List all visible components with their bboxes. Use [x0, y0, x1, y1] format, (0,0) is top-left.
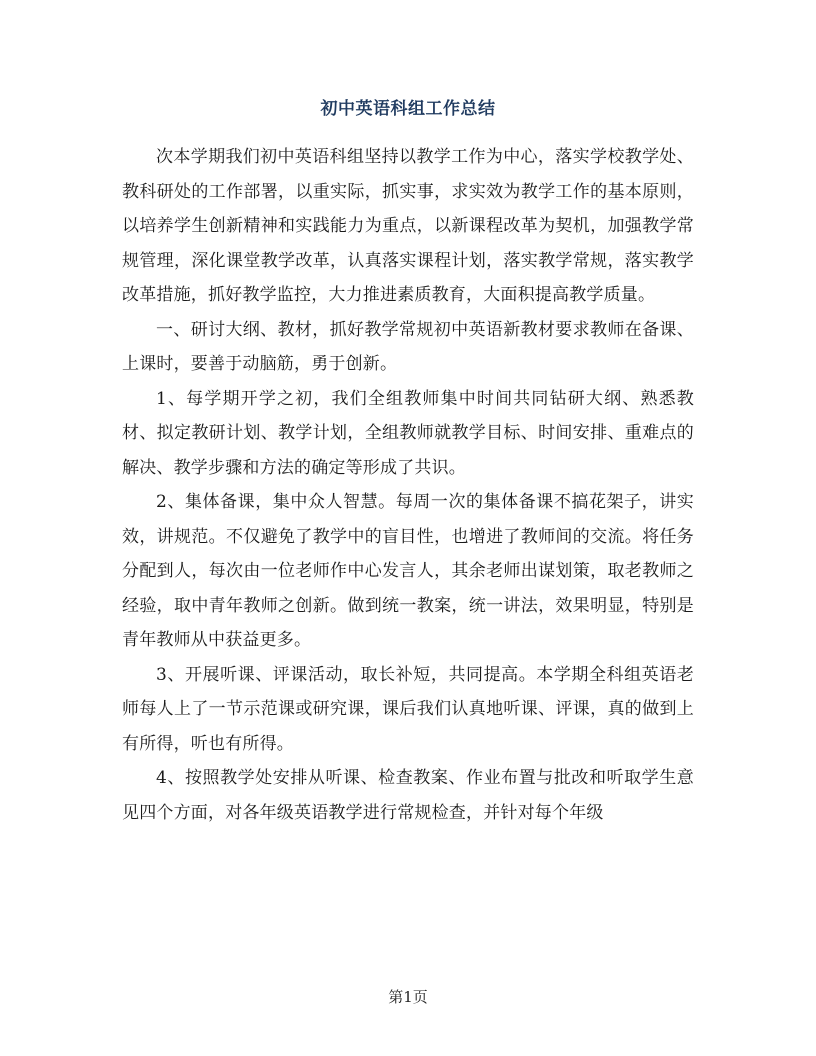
- paragraph-intro: 次本学期我们初中英语科组坚持以教学工作为中心，落实学校教学处、教科研处的工作部署，以重实际，抓实事，求实效为教学工作的基本原则，以培养学生创新精神和实践能力为重点，以新课程改革为契机，加强教学常规管理，深化课堂教学改革，认真落实课程计划，落实教学常规，落实教学改革措施，抓好教学监控，大力推进素质教育，大面积提高教学质量。: [122, 147, 694, 305]
- paragraph-section-one: 一、研讨大纲、教材，抓好教学常规初中英语新教材要求教师在备课、上课时，要善于动脑筋，勇于创新。: [122, 319, 694, 374]
- paragraph-item-4: 4、按照教学处安排从听课、检查教案、作业布置与批改和听取学生意见四个方面，对各年级英语教学进行常规检查，并针对每个年级: [122, 768, 694, 823]
- page-number: 第1页: [388, 988, 428, 1006]
- paragraph-item-1: 1、每学期开学之初，我们全组教师集中时间共同钻研大纲、熟悉教材、拟定教研计划、教学计划，全组教师就教学目标、时间安排、重难点的解决、教学步骤和方法的确定等形成了共识。: [122, 388, 694, 478]
- document-title: 初中英语科组工作总结: [320, 99, 496, 119]
- document-body: [122, 140, 694, 830]
- paragraph-item-3: 3、开展听课、评课活动，取长补短，共同提高。本学期全科组英语老师每人上了一节示范课或研究课，课后我们认真地听课、评课，真的做到上有所得，听也有所得。: [122, 664, 694, 754]
- paragraph-item-2: 2、集体备课，集中众人智慧。每周一次的集体备课不搞花架子，讲实效，讲规范。不仅避免了教学中的盲目性，也增进了教师间的交流。将任务分配到人，每次由一位老师作中心发言人，其余老师出谋划策，取老教师之经验，取中青年教师之创新。做到统一教案，统一讲法，效果明显，特别是青年教师从中获益更多。: [122, 492, 694, 650]
